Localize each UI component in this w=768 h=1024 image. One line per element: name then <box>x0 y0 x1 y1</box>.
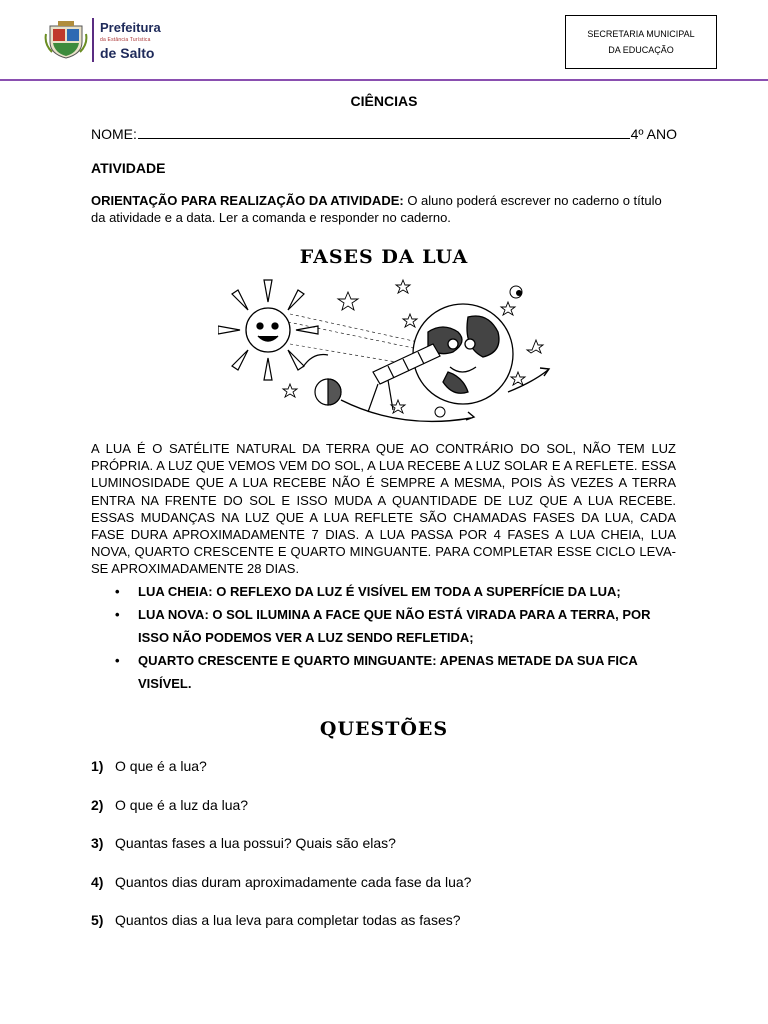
bullet-icon: • <box>115 607 120 622</box>
sun-drawing <box>218 280 318 380</box>
name-field-line <box>91 126 677 142</box>
question-item <box>91 797 248 813</box>
question-text: Quantos dias a lua leva para completar todas as fases? <box>115 912 461 928</box>
question-item <box>91 835 396 851</box>
logo-text <box>100 21 161 60</box>
bullet-text: LUA NOVA: O SOL ILUMINA A FACE QUE NÃO ESTÁ VIRADA PARA A TERRA, POR ISSO NÃO PODEMOS VER A LUZ SENDO REFLETIDA; <box>138 607 651 645</box>
question-number: 3) <box>91 835 104 851</box>
grade-label: 4º ANO <box>630 126 677 142</box>
secretaria-line-1: SECRETARIA MUNICIPAL <box>587 29 695 39</box>
city-crest-icon <box>44 20 88 60</box>
question-text: O que é a lua? <box>115 758 207 774</box>
intro-paragraph: A LUA É O SATÉLITE NATURAL DA TERRA QUE AO CONTRÁRIO DO SOL, NÃO TEM LUZ PRÓPRIA. A LUZ QUE VEMOS VEM DO SOL, A LUA RECEBE A LUZ SOLAR E A REFLETE. ESSA LUMINOSIDADE QUE A LUA RECEBE NÃO É SEMPRE A MESMA, POIS ÀS VEZES A TERRA ENTRA NA FRENTE DO SOL E ISSO MUDA A QUANTIDADE DE LUZ QUE A LUA RECEBE. ESSAS MUDANÇAS NA LUZ QUE A LUA REFLETE SÃO CHAMADAS FASES DA LUA, CADA FASE DURA APROXIMADAMENTE 7 DIAS. A LUA PASSA POR 4 FASES A LUA CHEIA, LUA NOVA, QUARTO CRESCENTE E QUARTO MINGUANTE. PARA COMPLETAR ESSE CICLO LEVA-SE APROXIMADAMENTE 28 DIAS. <box>91 441 676 577</box>
question-number: 5) <box>91 912 104 928</box>
orientation-body: O aluno poderá escrever no caderno o título da atividade e a data. Ler a comanda e responder no caderno. <box>91 193 662 225</box>
prefeitura-logo <box>44 16 161 64</box>
moon-phases-illustration <box>218 272 558 432</box>
list-item <box>91 603 681 649</box>
logo-line-3: de Salto <box>100 44 155 61</box>
orientation-text <box>91 192 678 226</box>
bullet-icon: • <box>115 584 120 599</box>
bullet-text: QUARTO CRESCENTE E QUARTO MINGUANTE: APENAS METADE DA SUA FICA VISÍVEL. <box>138 653 638 691</box>
secretaria-line-2: DA EDUCAÇÃO <box>608 45 674 55</box>
name-blank-line <box>138 126 630 139</box>
moon-drawing <box>315 379 341 405</box>
question-number: 4) <box>91 874 104 890</box>
name-label: NOME: <box>91 126 137 142</box>
logo-line-1: Prefeitura <box>100 19 161 35</box>
question-item <box>91 758 207 774</box>
bullet-icon: • <box>115 653 120 668</box>
list-item <box>91 649 681 695</box>
list-item <box>91 580 681 603</box>
question-number: 2) <box>91 797 104 813</box>
logo-line-2: da Estância Turística <box>100 36 151 43</box>
questions-title: QUESTÕES <box>319 718 449 740</box>
illustration-title: FASES DA LUA <box>299 246 469 268</box>
question-text: Quantas fases a lua possui? Quais são elas? <box>115 835 396 851</box>
bullet-text: LUA CHEIA: O REFLEXO DA LUZ É VISÍVEL EM TODA A SUPERFÍCIE DA LUA; <box>138 584 621 599</box>
question-item <box>91 912 461 928</box>
moon-phase-list <box>91 580 681 695</box>
orientation-label: ORIENTAÇÃO PARA REALIZAÇÃO DA ATIVIDADE: <box>91 193 404 208</box>
question-item <box>91 874 471 890</box>
secretaria-box <box>565 15 717 69</box>
question-text: O que é a luz da lua? <box>115 797 249 813</box>
subject-title: CIÊNCIAS <box>350 93 418 109</box>
question-number: 1) <box>91 758 104 774</box>
logo-separator <box>92 18 94 62</box>
question-text: Quantos dias duram aproximadamente cada fase da lua? <box>115 874 472 890</box>
activity-heading: ATIVIDADE <box>91 160 166 176</box>
header-rule <box>0 79 768 81</box>
